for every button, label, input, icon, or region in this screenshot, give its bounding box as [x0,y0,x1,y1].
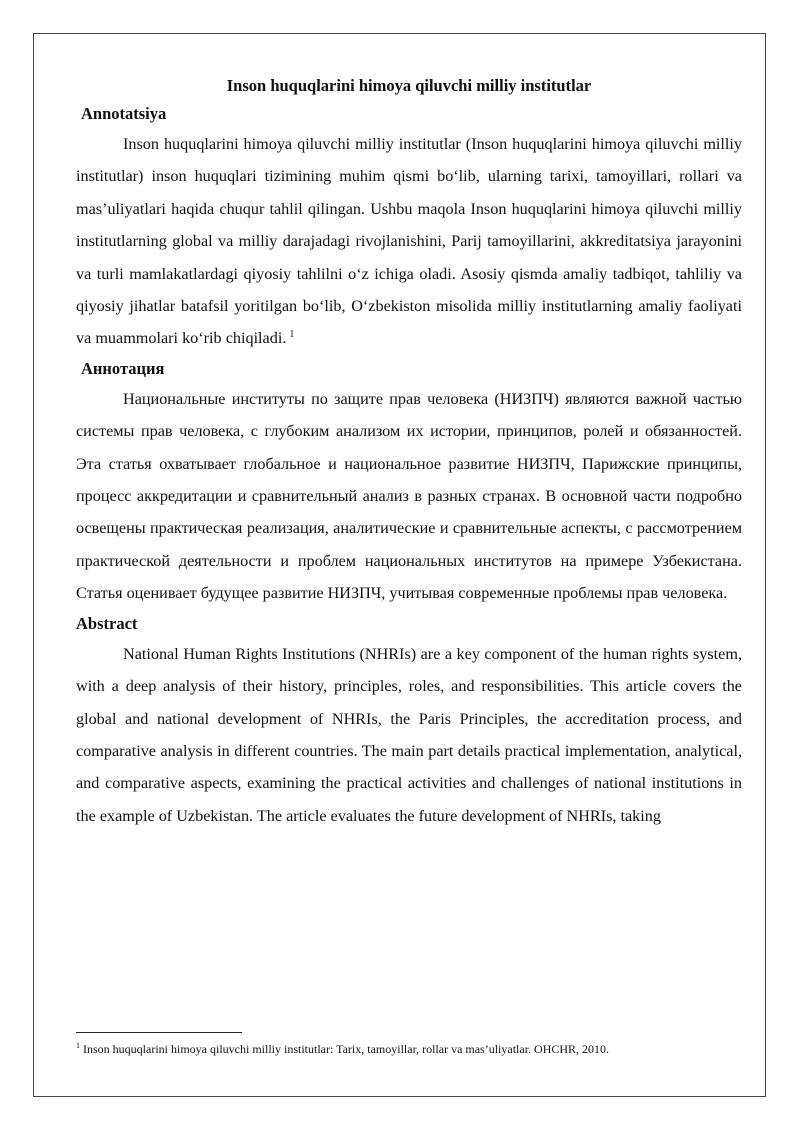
footnote-number: 1 [76,1041,80,1050]
section-heading-annotatsiya-ru: Аннотация [81,358,165,378]
paragraph-text: Inson huquqlarini himoya qiluvchi milliy institutlar (Inson huquqlarini himoya qiluvchi milliy institutlar) inson huquqlari tizimining muhim qismi bo‘lib, ularning tarixi, tamoyillari, rollari va mas’uliyatlari haqida chuqur tahlil qilingan. Ushbu maqola Inson huquqlarini himoya qiluvchi milliy institutlarning global va milliy darajadagi rivojlanishini, Parij tamoyillarini, akkreditatsiya jarayonini va turli mamlakatlardagi qiyosiy tahlilni o‘z ichiga oladi. Asosiy qismda amaliy tadbiqot, tahliliy va qiyosiy jihatlar batafsil yoritilgan bo‘lib, O‘zbekiston misolida milliy institutlarning amaliy faoliyati va muammolari ko‘rib chiqiladi. [76,135,742,348]
footnote [76,1041,742,1057]
footnote-text: Inson huquqlarini himoya qiluvchi milliy institutlar: Tarix, tamoyillar, rollar va mas’uliyatlar. OHCHR, 2010. [83,1042,610,1056]
section-heading-annotatsiya: Annotatsiya [81,104,167,123]
document-title: Inson huquqlarini himoya qiluvchi milliy institutlar [226,76,592,95]
section-text-annotatsiya [76,128,742,355]
section-heading-abstract: Abstract [76,613,138,633]
document-body [76,72,742,832]
footnote-separator [76,1032,242,1033]
section-text-annotatsiya-ru: Национальные институты по защите прав человека (НИЗПЧ) являются важной частью системы прав человека, с глубоким анализом их истории, принципов, ролей и обязанностей. Эта статья охватывает глобальное и национальное развитие НИЗПЧ, Парижские принципы, процесс аккредитации и сравнительный анализ в разных странах. В основной части подробно освещены практическая реализация, аналитические и сравнительные аспекты, с рассмотрением практической деятельности и проблем национальных институтов на примере Узбекистана. Статья оценивает будущее развитие НИЗПЧ, учитывая современные проблемы прав человека. [76,389,742,603]
footnote-reference[interactable]: 1 [289,329,295,341]
section-text-abstract: National Human Rights Institutions (NHRIs) are a key component of the human rights system, with a deep analysis of their history, principles, roles, and responsibilities. This article covers the global and national development of NHRIs, the Paris Principles, the accreditation process, and comparative analysis in different countries. The main part details practical implementation, analytical, and comparative aspects, examining the practical activities and challenges of national institutions in the example of Uzbekistan. The article evaluates the future development of NHRIs, taking [76,644,742,825]
